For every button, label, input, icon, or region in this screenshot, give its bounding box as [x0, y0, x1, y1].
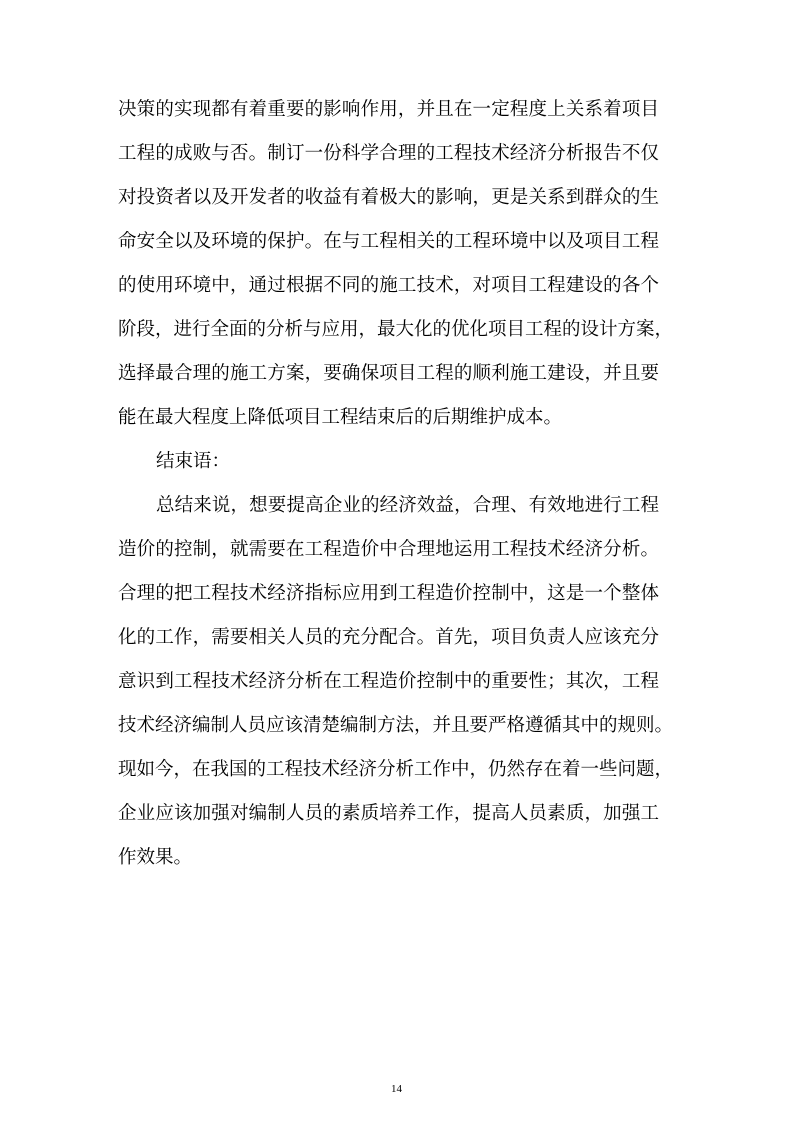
paragraph-line: 的使用环境中，通过根据不同的施工技术，对项目工程建设的各个	[118, 275, 659, 296]
paragraph-line: 现如今，在我国的工程技术经济分析工作中，仍然存在着一些问题，	[118, 759, 674, 780]
paragraph-line: 造价的控制，就需要在工程造价中合理地运用工程技术经济分析。	[118, 539, 659, 560]
paragraph-line: 化的工作，需要相关人员的充分配合。首先，项目负责人应该充分	[118, 627, 659, 648]
paragraph-line: 阶段，进行全面的分析与应用，最大化的优化项目工程的设计方案，	[118, 319, 674, 340]
paragraph-line: 工程的成败与否。制订一份科学合理的工程技术经济分析报告不仅	[118, 143, 659, 164]
conclusion-heading: 结束语：	[156, 451, 231, 472]
paragraph-line: 对投资者以及开发者的收益有着极大的影响，更是关系到群众的生	[118, 187, 659, 208]
paragraph-line: 企业应该加强对编制人员的素质培养工作，提高人员素质，加强工	[118, 803, 659, 824]
paragraph-line: 选择最合理的施工方案，要确保项目工程的顺利施工建设，并且要	[118, 363, 659, 384]
page-number: 14	[391, 1083, 402, 1095]
paragraph-line: 总结来说，想要提高企业的经济效益，合理、有效地进行工程	[156, 495, 659, 516]
paragraph-line: 意识到工程技术经济分析在工程造价控制中的重要性；其次，工程	[118, 671, 659, 692]
paragraph-line: 合理的把工程技术经济指标应用到工程造价控制中，这是一个整体	[118, 583, 659, 604]
paragraph-line: 作效果。	[118, 847, 193, 868]
paragraph-line: 决策的实现都有着重要的影响作用，并且在一定程度上关系着项目	[118, 99, 659, 120]
paragraph-line: 能在最大程度上降低项目工程结束后的后期维护成本。	[118, 407, 563, 428]
paragraph-line: 技术经济编制人员应该清楚编制方法，并且要严格遵循其中的规则。	[118, 715, 674, 736]
paragraph-line: 命安全以及环境的保护。在与工程相关的工程环境中以及项目工程	[118, 231, 659, 252]
